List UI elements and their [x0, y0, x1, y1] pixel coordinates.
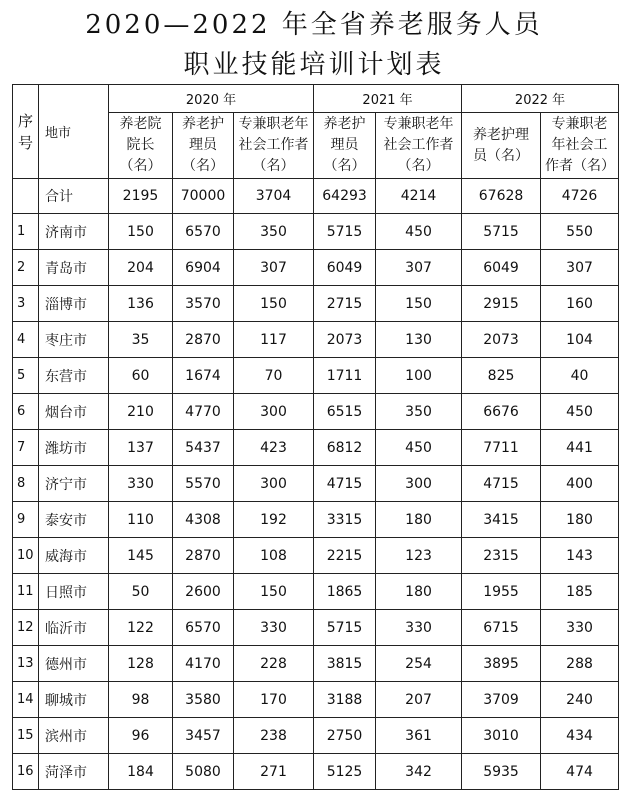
row-value: 150 — [376, 286, 462, 322]
row-value: 330 — [109, 466, 173, 502]
row-value: 2600 — [173, 574, 234, 610]
header-2020-caregiver: 养老护理员（名） — [173, 113, 234, 179]
row-value: 70 — [234, 358, 314, 394]
total-value: 4214 — [376, 179, 462, 214]
header-2021-social-worker: 专兼职老年社会工作者（名） — [376, 113, 462, 179]
row-value: 1674 — [173, 358, 234, 394]
header-year-2022: 2022 年 — [462, 85, 619, 113]
row-value: 3570 — [173, 286, 234, 322]
total-value: 64293 — [314, 179, 376, 214]
row-value: 300 — [376, 466, 462, 502]
row-value: 3010 — [462, 718, 541, 754]
row-value: 450 — [541, 394, 619, 430]
row-value: 5715 — [462, 214, 541, 250]
title-line-1: 2020—2022 年全省养老服务人员 — [85, 10, 543, 40]
row-value: 307 — [234, 250, 314, 286]
row-city: 淄博市 — [39, 286, 109, 322]
row-value: 35 — [109, 322, 173, 358]
row-city: 日照市 — [39, 574, 109, 610]
row-value: 160 — [541, 286, 619, 322]
row-value: 434 — [541, 718, 619, 754]
table-row — [13, 502, 619, 538]
table-row — [13, 538, 619, 574]
row-value: 474 — [541, 754, 619, 790]
row-seq: 5 — [13, 358, 39, 394]
row-value: 441 — [541, 430, 619, 466]
row-value: 330 — [234, 610, 314, 646]
row-value: 342 — [376, 754, 462, 790]
row-value: 450 — [376, 214, 462, 250]
row-value: 5437 — [173, 430, 234, 466]
header-seq: 序号 — [13, 85, 39, 179]
row-value: 6570 — [173, 214, 234, 250]
row-city: 烟台市 — [39, 394, 109, 430]
row-value: 3415 — [462, 502, 541, 538]
row-city: 东营市 — [39, 358, 109, 394]
row-seq: 15 — [13, 718, 39, 754]
row-seq: 13 — [13, 646, 39, 682]
row-value: 3580 — [173, 682, 234, 718]
row-value: 5935 — [462, 754, 541, 790]
row-value: 122 — [109, 610, 173, 646]
row-city: 济南市 — [39, 214, 109, 250]
row-value: 300 — [234, 466, 314, 502]
row-value: 1955 — [462, 574, 541, 610]
row-city: 青岛市 — [39, 250, 109, 286]
row-value: 3315 — [314, 502, 376, 538]
header-2020-social-worker: 专兼职老年社会工作者（名） — [234, 113, 314, 179]
row-seq: 3 — [13, 286, 39, 322]
row-value: 2073 — [462, 322, 541, 358]
row-value: 423 — [234, 430, 314, 466]
total-row — [13, 179, 619, 214]
row-value: 825 — [462, 358, 541, 394]
table-row — [13, 466, 619, 502]
row-value: 5715 — [314, 214, 376, 250]
row-seq: 10 — [13, 538, 39, 574]
row-value: 3709 — [462, 682, 541, 718]
row-value: 2870 — [173, 538, 234, 574]
row-city: 威海市 — [39, 538, 109, 574]
row-value: 238 — [234, 718, 314, 754]
table-row — [13, 322, 619, 358]
row-city: 滨州市 — [39, 718, 109, 754]
row-seq: 8 — [13, 466, 39, 502]
row-seq: 11 — [13, 574, 39, 610]
table-row — [13, 430, 619, 466]
row-city: 临沂市 — [39, 610, 109, 646]
header-2020-director: 养老院院长（名） — [109, 113, 173, 179]
row-value: 5125 — [314, 754, 376, 790]
table-row — [13, 682, 619, 718]
row-value: 180 — [541, 502, 619, 538]
table-row — [13, 286, 619, 322]
row-value: 4770 — [173, 394, 234, 430]
row-value: 6676 — [462, 394, 541, 430]
header-2022-caregiver: 养老护理员（名） — [462, 113, 541, 179]
row-value: 6812 — [314, 430, 376, 466]
row-value: 3895 — [462, 646, 541, 682]
table-row — [13, 250, 619, 286]
total-value: 3704 — [234, 179, 314, 214]
row-value: 2715 — [314, 286, 376, 322]
table-row — [13, 214, 619, 250]
row-value: 130 — [376, 322, 462, 358]
row-value: 2870 — [173, 322, 234, 358]
row-value: 361 — [376, 718, 462, 754]
row-value: 170 — [234, 682, 314, 718]
table-row — [13, 646, 619, 682]
row-value: 1711 — [314, 358, 376, 394]
header-year-2021: 2021 年 — [314, 85, 462, 113]
row-value: 104 — [541, 322, 619, 358]
row-value: 4715 — [462, 466, 541, 502]
row-value: 7711 — [462, 430, 541, 466]
row-value: 5570 — [173, 466, 234, 502]
row-value: 2215 — [314, 538, 376, 574]
row-value: 60 — [109, 358, 173, 394]
row-value: 128 — [109, 646, 173, 682]
row-value: 450 — [376, 430, 462, 466]
row-value: 2750 — [314, 718, 376, 754]
row-city: 德州市 — [39, 646, 109, 682]
row-value: 185 — [541, 574, 619, 610]
row-value: 96 — [109, 718, 173, 754]
row-value: 300 — [234, 394, 314, 430]
row-value: 240 — [541, 682, 619, 718]
total-label: 合计 — [39, 179, 109, 214]
row-value: 145 — [109, 538, 173, 574]
row-seq: 12 — [13, 610, 39, 646]
row-seq: 9 — [13, 502, 39, 538]
row-value: 98 — [109, 682, 173, 718]
total-value: 70000 — [173, 179, 234, 214]
header-2022-social-worker: 专兼职老年社会工作者（名） — [541, 113, 619, 179]
total-value: 2195 — [109, 179, 173, 214]
header-2021-caregiver: 养老护理员（名） — [314, 113, 376, 179]
row-value: 3457 — [173, 718, 234, 754]
row-value: 137 — [109, 430, 173, 466]
row-seq: 14 — [13, 682, 39, 718]
table-row — [13, 574, 619, 610]
row-value: 271 — [234, 754, 314, 790]
row-city: 枣庄市 — [39, 322, 109, 358]
row-value: 4715 — [314, 466, 376, 502]
row-value: 6049 — [314, 250, 376, 286]
row-value: 3815 — [314, 646, 376, 682]
row-value: 207 — [376, 682, 462, 718]
row-value: 1865 — [314, 574, 376, 610]
row-value: 4308 — [173, 502, 234, 538]
row-value: 288 — [541, 646, 619, 682]
row-value: 350 — [376, 394, 462, 430]
row-value: 180 — [376, 502, 462, 538]
row-value: 4170 — [173, 646, 234, 682]
table-row — [13, 718, 619, 754]
row-value: 150 — [109, 214, 173, 250]
row-value: 150 — [234, 574, 314, 610]
row-value: 50 — [109, 574, 173, 610]
row-value: 6715 — [462, 610, 541, 646]
row-seq: 2 — [13, 250, 39, 286]
row-value: 143 — [541, 538, 619, 574]
table-row — [13, 394, 619, 430]
row-city: 济宁市 — [39, 466, 109, 502]
row-value: 117 — [234, 322, 314, 358]
table-row — [13, 358, 619, 394]
row-city: 聊城市 — [39, 682, 109, 718]
row-value: 184 — [109, 754, 173, 790]
total-seq — [13, 179, 39, 214]
row-seq: 6 — [13, 394, 39, 430]
row-value: 5715 — [314, 610, 376, 646]
row-city: 菏泽市 — [39, 754, 109, 790]
row-seq: 1 — [13, 214, 39, 250]
row-value: 210 — [109, 394, 173, 430]
row-value: 204 — [109, 250, 173, 286]
row-value: 150 — [234, 286, 314, 322]
row-seq: 16 — [13, 754, 39, 790]
total-value: 67628 — [462, 179, 541, 214]
row-value: 100 — [376, 358, 462, 394]
row-value: 228 — [234, 646, 314, 682]
row-value: 330 — [376, 610, 462, 646]
row-value: 110 — [109, 502, 173, 538]
row-seq: 7 — [13, 430, 39, 466]
row-value: 2315 — [462, 538, 541, 574]
table-row — [13, 610, 619, 646]
row-city: 潍坊市 — [39, 430, 109, 466]
header-city: 地市 — [39, 85, 109, 179]
row-value: 3188 — [314, 682, 376, 718]
title-line-2: 职业技能培训计划表 — [183, 50, 445, 80]
header-year-2020: 2020 年 — [109, 85, 314, 113]
row-value: 550 — [541, 214, 619, 250]
row-value: 123 — [376, 538, 462, 574]
row-value: 192 — [234, 502, 314, 538]
row-value: 6049 — [462, 250, 541, 286]
row-value: 254 — [376, 646, 462, 682]
table-row — [13, 754, 619, 790]
row-value: 180 — [376, 574, 462, 610]
row-value: 5080 — [173, 754, 234, 790]
row-value: 307 — [541, 250, 619, 286]
row-value: 400 — [541, 466, 619, 502]
total-value: 4726 — [541, 179, 619, 214]
row-value: 136 — [109, 286, 173, 322]
training-plan-table — [12, 84, 619, 790]
row-value: 307 — [376, 250, 462, 286]
row-value: 6570 — [173, 610, 234, 646]
row-value: 350 — [234, 214, 314, 250]
row-value: 6904 — [173, 250, 234, 286]
row-city: 泰安市 — [39, 502, 109, 538]
row-value: 6515 — [314, 394, 376, 430]
row-value: 2915 — [462, 286, 541, 322]
row-seq: 4 — [13, 322, 39, 358]
row-value: 40 — [541, 358, 619, 394]
row-value: 108 — [234, 538, 314, 574]
row-value: 330 — [541, 610, 619, 646]
row-value: 2073 — [314, 322, 376, 358]
